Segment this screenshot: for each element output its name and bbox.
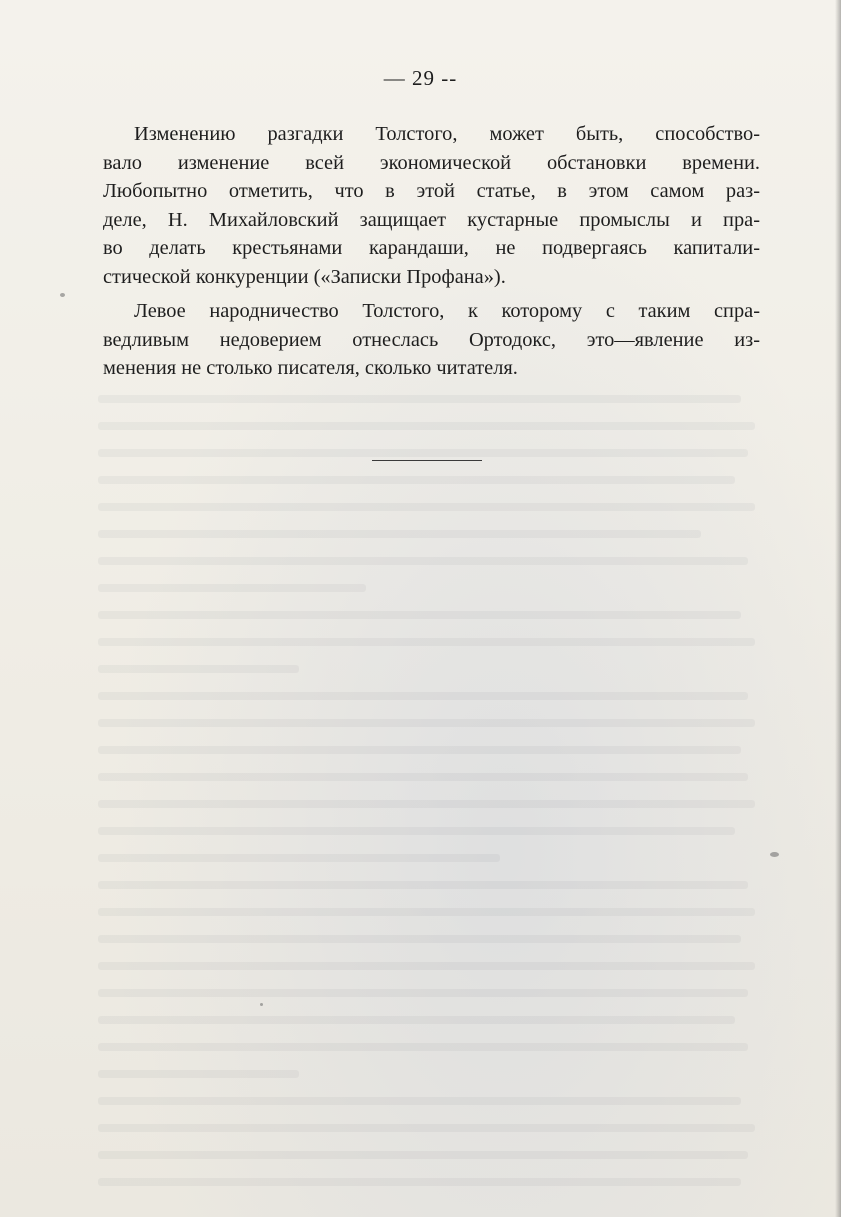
text-line: менения не столько писателя, сколько читателя.	[103, 357, 518, 379]
text-line: во делать крестьянами карандаши, не подвергаясь капитали-	[103, 237, 760, 259]
paragraph-2	[103, 297, 760, 383]
text-line: деле, Н. Михайловский защищает кустарные промыслы и пра-	[103, 208, 760, 231]
section-separator-rule	[372, 460, 482, 461]
paragraph-1	[103, 120, 760, 291]
text-line: Любопытно отметить, что в этой статье, в этом самом раз-	[103, 180, 760, 202]
text-line: Левое народничество Толстого, к которому с таким спра-	[134, 300, 760, 322]
paper-speck	[770, 852, 779, 857]
page-number: — 29 --	[383, 66, 458, 90]
text-line: вало изменение всей экономической обстановки времени.	[103, 151, 760, 174]
paper-speck	[260, 1003, 263, 1006]
text-line: ведливым недоверием отнеслась Ортодокс, это—явление из-	[103, 328, 760, 351]
bleed-through-text	[98, 395, 768, 1205]
text-line: стической конкуренции («Записки Профана»).	[103, 265, 506, 288]
text-line: Изменению разгадки Толстого, может быть, способство-	[134, 123, 760, 145]
paper-speck	[60, 293, 65, 297]
page-edge-shadow	[835, 0, 841, 1217]
body-text	[103, 120, 760, 383]
